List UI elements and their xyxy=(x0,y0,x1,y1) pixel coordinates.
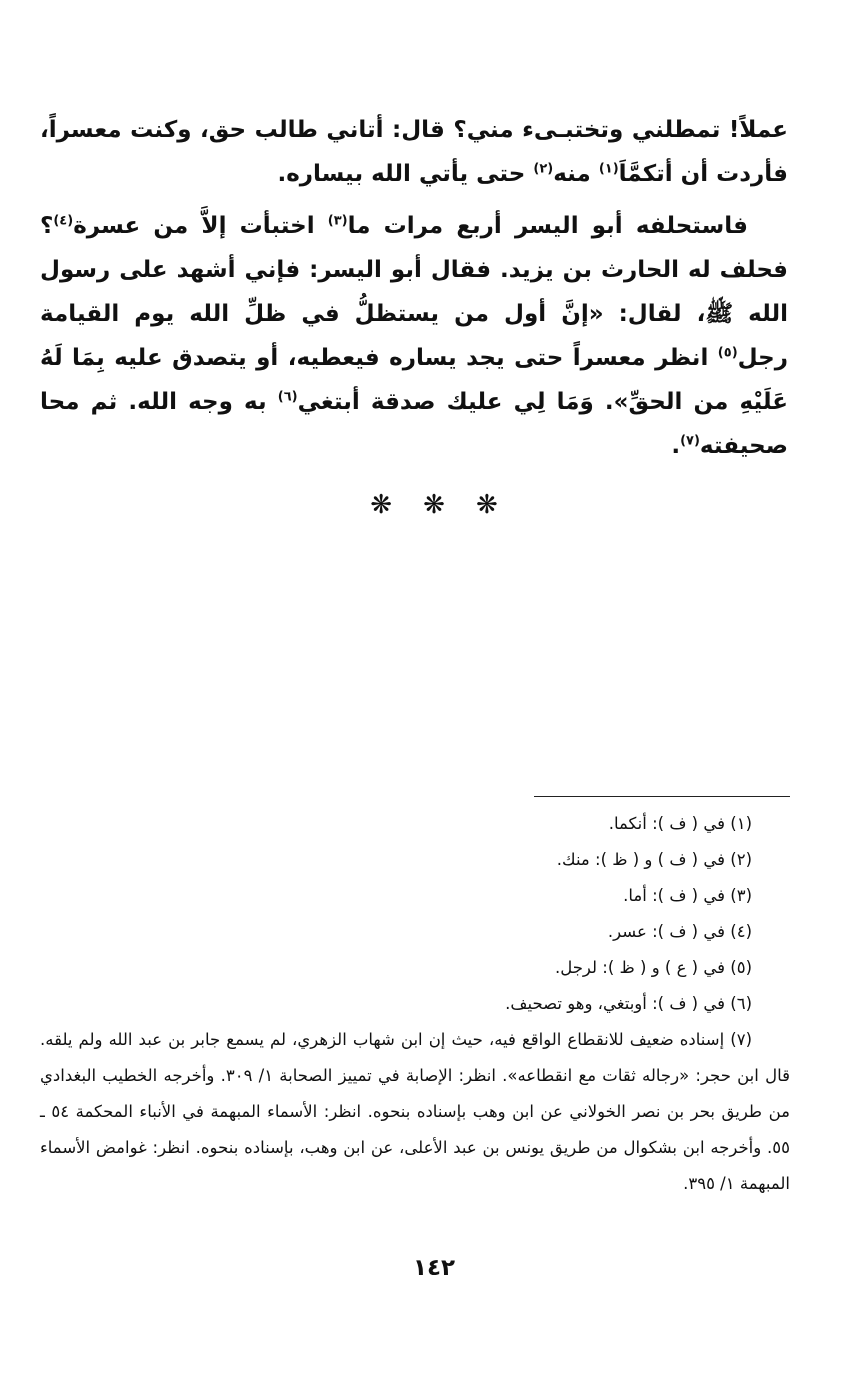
footnote-3: (٣) في ( ف ): أما. xyxy=(623,886,752,905)
paragraph-1 xyxy=(40,108,788,196)
footnote-ref-5: (٥) xyxy=(717,345,738,361)
footnote-ref-1: (١) xyxy=(598,161,619,177)
footnote-ref-4: (٤) xyxy=(53,213,74,229)
footnote-4: (٤) في ( ف ): عسر. xyxy=(607,922,752,941)
footnote-6: (٦) في ( ف ): أوبتغي، وهو تصحيف. xyxy=(505,994,752,1013)
main-text xyxy=(40,108,788,468)
footnote-7: (٧) إسناده ضعيف للانقطاع الواقع فيه، حيث إن ابن شهاب الزهري، لم يسمع جابر بن عبد الله ولم يلقه. قال ابن حجر: «رجاله ثقات مع انقطاعه». انظر: الإصابة في تمييز الصحابة ١/ ٣٠٩. وأخرجه الخطيب البغدادي من طريق بحر بن نصر الخولاني عن ابن وهب بإسناده بنحوه. انظر: الأسماء المبهمة في الأنباء المحكمة ٥٤ ـ ٥٥. وأخرجه ابن بشكوال من طريق يونس بن عبد الأعلى، عن ابن وهب، بإسناده بنحوه. انظر: غوامض الأسماء المبهمة ١/ ٣٩٥. xyxy=(40,1030,790,1193)
text-run: اختبأت إلاَّ من عسرة xyxy=(73,213,328,239)
footnote-2: (٢) في ( ف ) و ( ظ ): منك. xyxy=(556,850,752,869)
asterisk-ornament-icon: ❋ xyxy=(370,490,392,520)
text-run: حتى يأتي الله بيساره. xyxy=(277,161,534,187)
text-run: ؟ فحلف له الحارث بن يزيد. فقال أبو اليسر: فإني أشهد على رسول الله ﷺ، لقال: «إنَّ أول من يستظلُّ في ظلِّ الله يوم القيامة رجل xyxy=(40,213,788,371)
text-run: . xyxy=(671,433,681,459)
text-run: فاستحلفه أبو اليسر أربع مرات ما xyxy=(347,213,748,239)
footnote-ref-7: (٧) xyxy=(680,433,700,449)
footnote-1: (١) في ( ف ): أنكما. xyxy=(608,814,752,833)
asterisk-ornament-icon: ❋ xyxy=(423,490,445,520)
page-number: ١٤٢ xyxy=(412,1255,456,1281)
footnote-divider xyxy=(534,796,790,797)
paragraph-2 xyxy=(40,204,788,468)
text-run: انظر معسراً حتى يجد يساره فيعطيه، أو يتصدق عليه بِمَا لَهُ عَلَيْهِ من الحقِّ». وَمَا لِي عليك صدقة أبتغي xyxy=(40,345,788,415)
footnote-ref-3: (٣) xyxy=(327,213,348,229)
section-separator xyxy=(0,490,868,520)
footnote-ref-2: (٢) xyxy=(533,161,554,177)
asterisk-ornament-icon: ❋ xyxy=(475,490,498,520)
text-run: به وجه الله. ثم محا صحيفته xyxy=(40,389,788,459)
footnote-5: (٥) في ( ع ) و ( ظ ): لرجل. xyxy=(554,958,752,977)
footnote-ref-6: (٦) xyxy=(277,389,298,405)
text-run: عملاً! تمطلني وتختبـىء مني؟ قال: أتاني طالب حق، وكنت معسراً، فأردت أن أتكمَّاَ xyxy=(40,117,788,187)
footnotes xyxy=(40,806,790,1202)
text-run: منه xyxy=(553,161,599,187)
